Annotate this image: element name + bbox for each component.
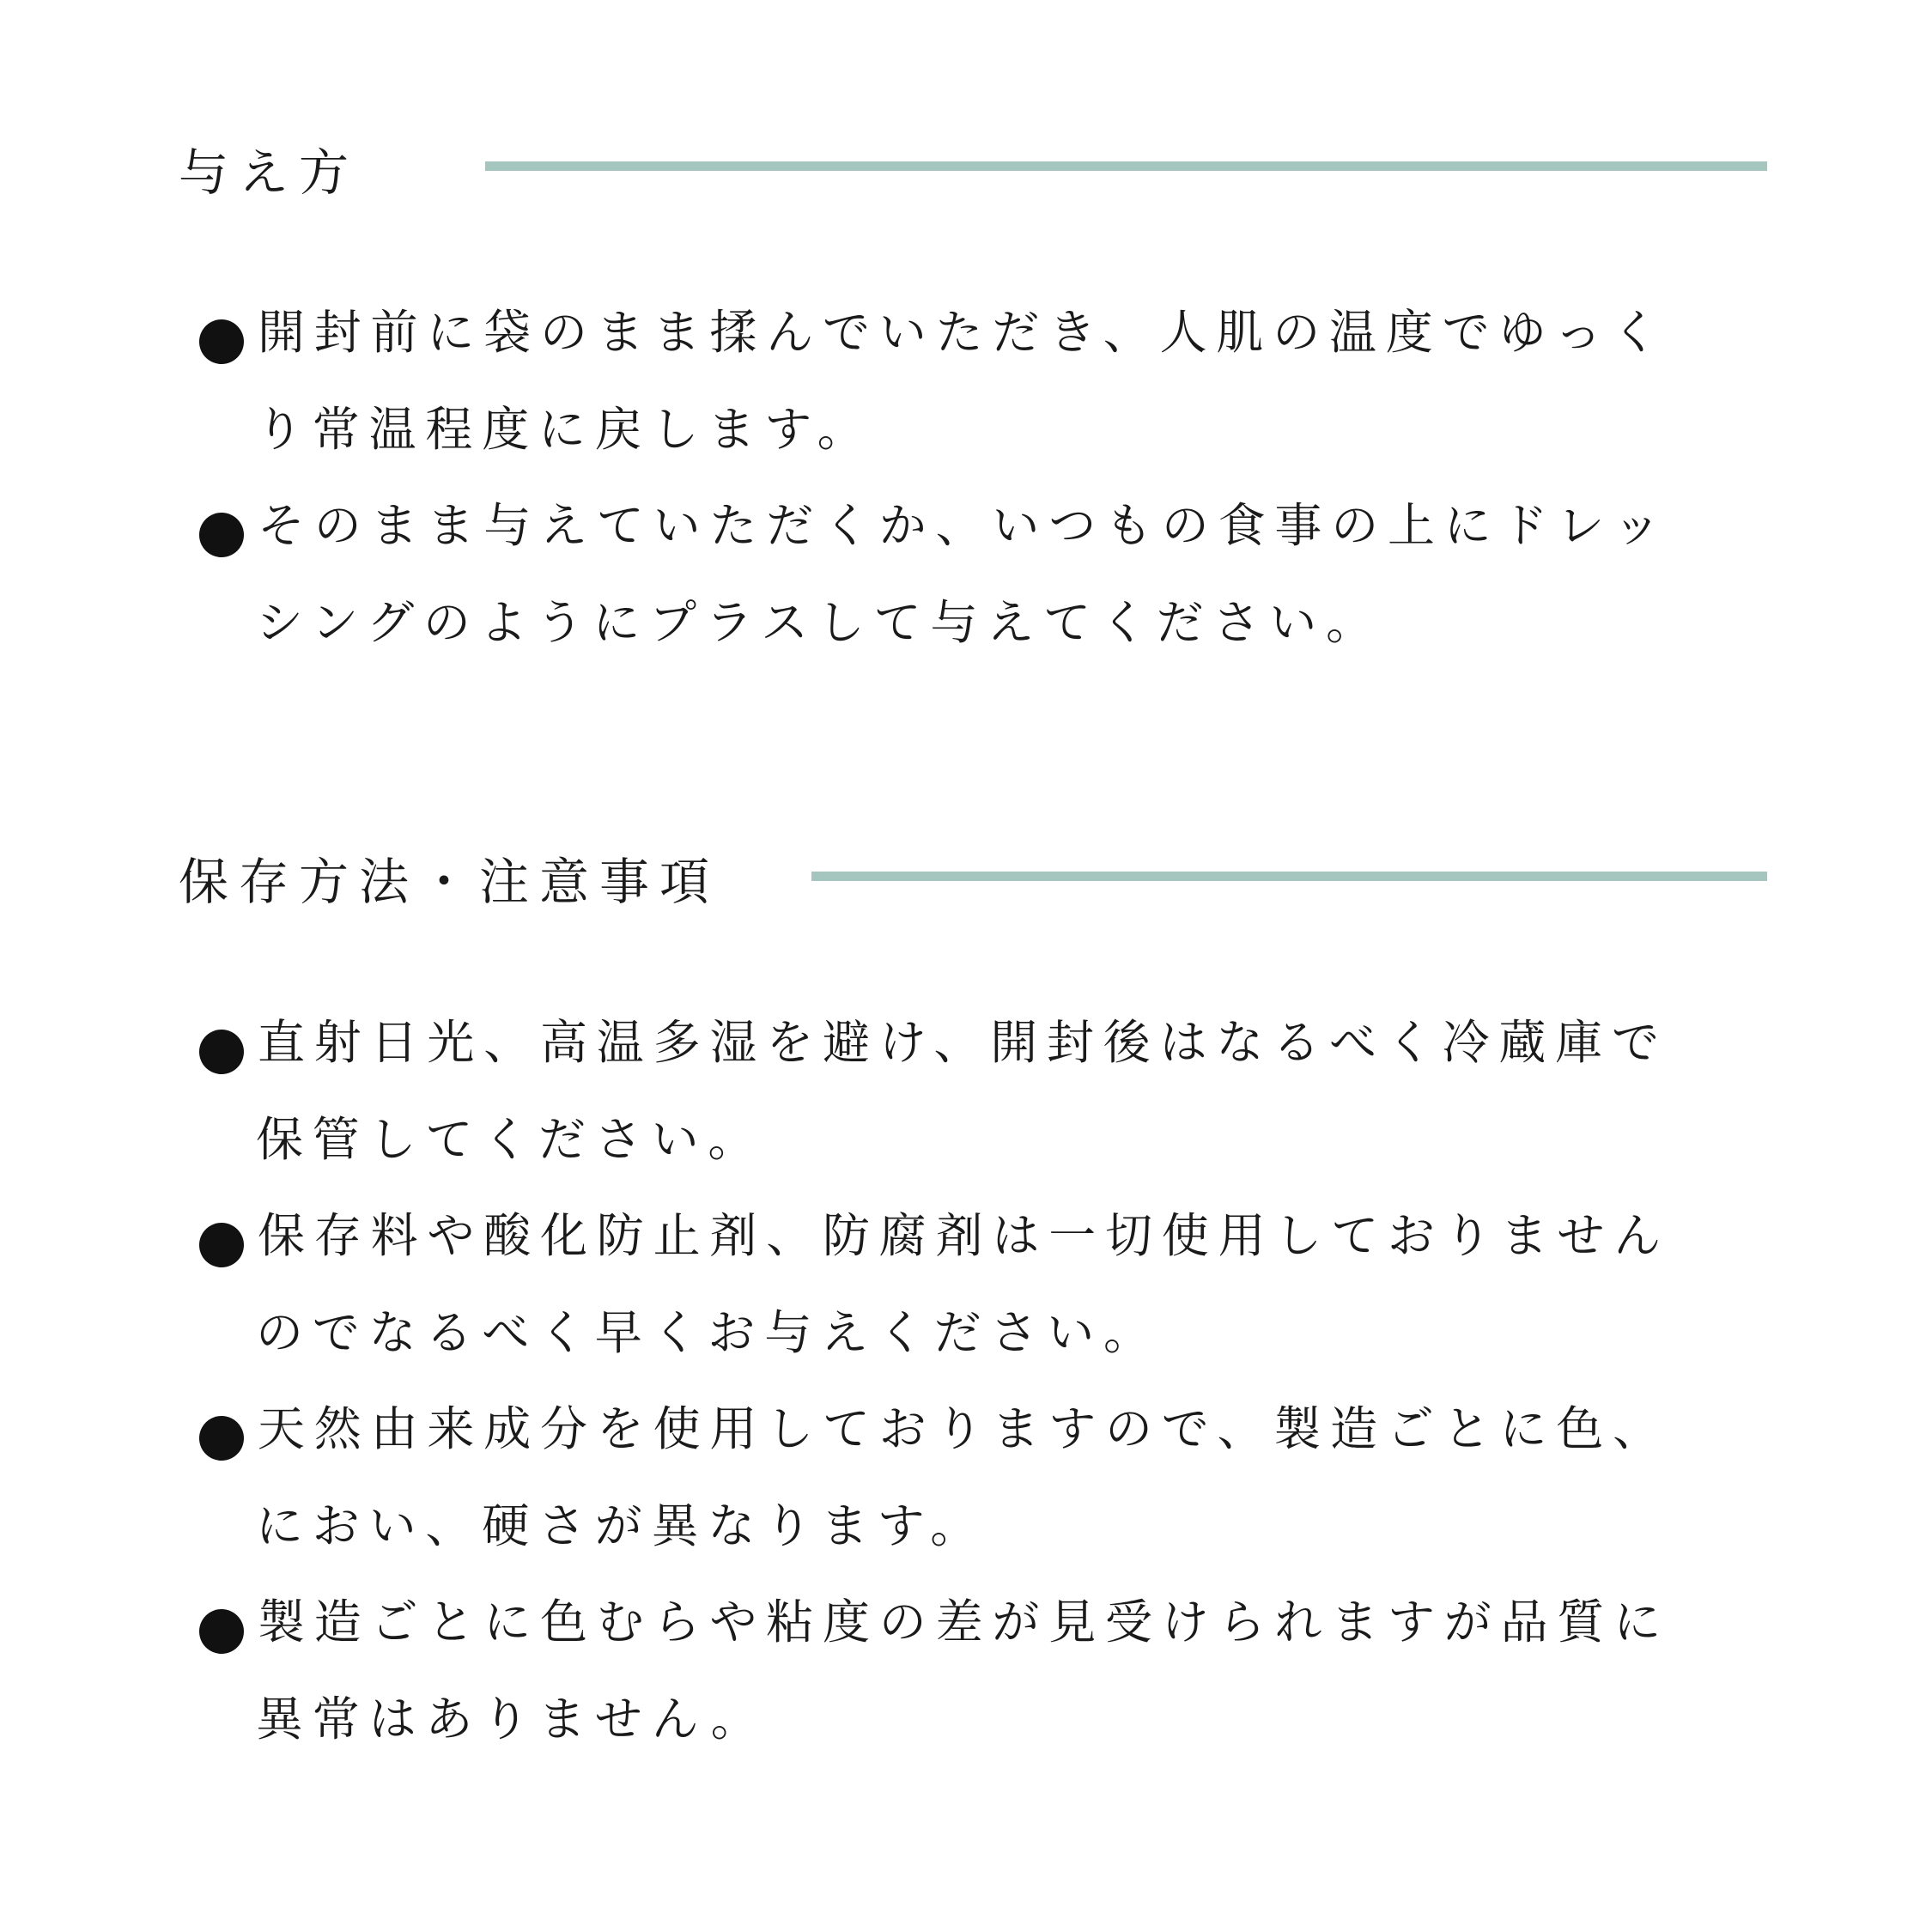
bullet-icon [199, 1609, 244, 1654]
list-item-line: のでなるべく早くお与えください。 [256, 1305, 1160, 1360]
list-item-line: 直射日光、高温多湿を避け、開封後はなるべく冷蔵庫で [258, 1015, 1668, 1070]
section-divider-storage [811, 872, 1767, 881]
list-item-line: 製造ごとに色むらや粘度の差が見受けられますが品質に [258, 1595, 1671, 1649]
bullet-icon [199, 1030, 244, 1074]
bullet-icon [199, 1416, 244, 1461]
section-title-feeding: 与え方 [179, 143, 360, 202]
list-item-line: 天然由来成分を使用しておりますので、製造ごとに色、 [258, 1401, 1669, 1456]
list-item-line: そのまま与えていただくか、いつもの食事の上にドレッ [258, 498, 1670, 553]
list-item-line: シングのようにプラスして与えてください。 [256, 595, 1382, 650]
section-title-storage: 保存方法・注意事項 [179, 853, 720, 911]
list-item-line: り常温程度に戻します。 [256, 402, 874, 457]
list-item-line: 開封前に袋のまま揉んでいただき、人肌の温度でゆっく [258, 305, 1668, 360]
section-divider-feeding [485, 161, 1767, 171]
list-item-line: におい、硬さが異なります。 [256, 1498, 987, 1553]
list-item-line: 保存料や酸化防止剤、防腐剤は一切使用しておりません [258, 1208, 1671, 1263]
bullet-icon [199, 1223, 244, 1267]
list-item-line: 保管してください。 [256, 1112, 765, 1167]
bullet-icon [199, 513, 244, 557]
list-item-line: 異常はありません。 [256, 1692, 768, 1747]
bullet-icon [199, 319, 244, 364]
